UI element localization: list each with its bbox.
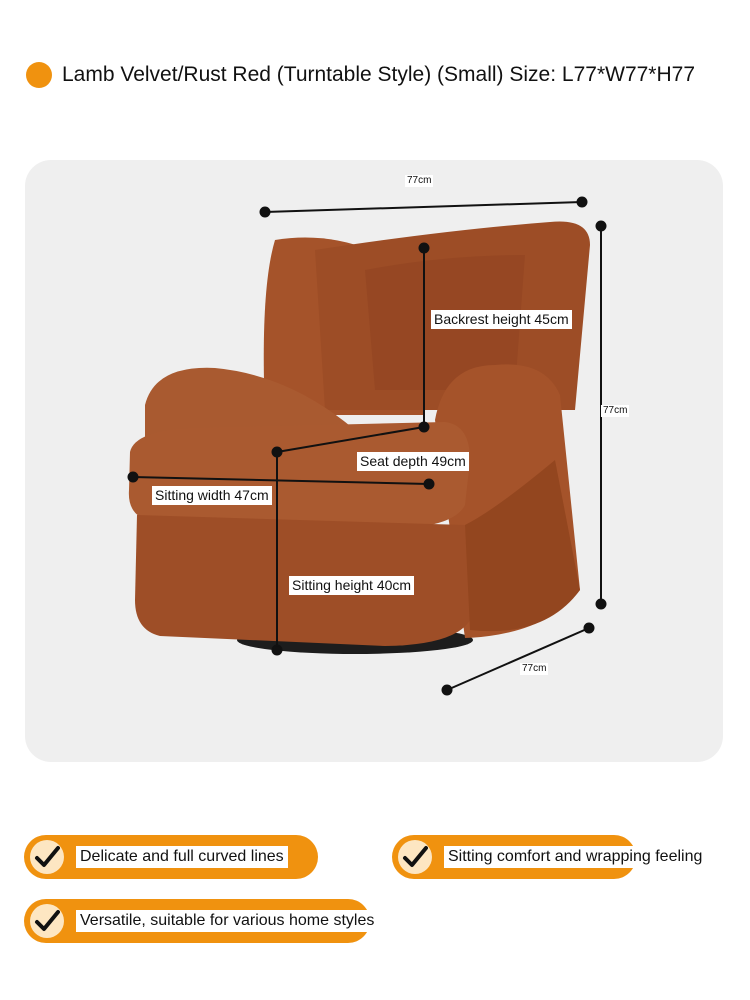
backrest-height-label: Backrest height 45cm — [431, 310, 572, 329]
chair-seat-cushion — [129, 422, 470, 528]
feature-label: Versatile, suitable for various home styles — [76, 910, 378, 932]
feature-label: Sitting comfort and wrapping feeling — [444, 846, 706, 868]
header-bar — [0, 55, 750, 95]
product-title: Lamb Velvet/Rust Red (Turntable Style) (Small) Size: L77*W77*H77 — [62, 63, 695, 86]
feature-label: Delicate and full curved lines — [76, 846, 288, 868]
product-dimension-panel — [25, 160, 723, 762]
checkmark-icon — [398, 840, 432, 874]
right-height-label: 77cm — [603, 405, 628, 416]
checkmark-icon — [30, 840, 64, 874]
seat-depth-label: Seat depth 49cm — [357, 452, 469, 471]
top-width-label: 77cm — [407, 175, 432, 186]
sitting-height-label: Sitting height 40cm — [289, 576, 414, 595]
feature-pill-curved-lines — [24, 835, 318, 879]
checkmark-icon — [30, 904, 64, 938]
sitting-width-label: Sitting width 47cm — [152, 486, 272, 505]
bottom-depth-label: 77cm — [522, 663, 547, 674]
feature-pill-comfort — [392, 835, 703, 879]
feature-pill-versatile — [24, 899, 375, 943]
bullet-dot-icon — [26, 62, 52, 88]
